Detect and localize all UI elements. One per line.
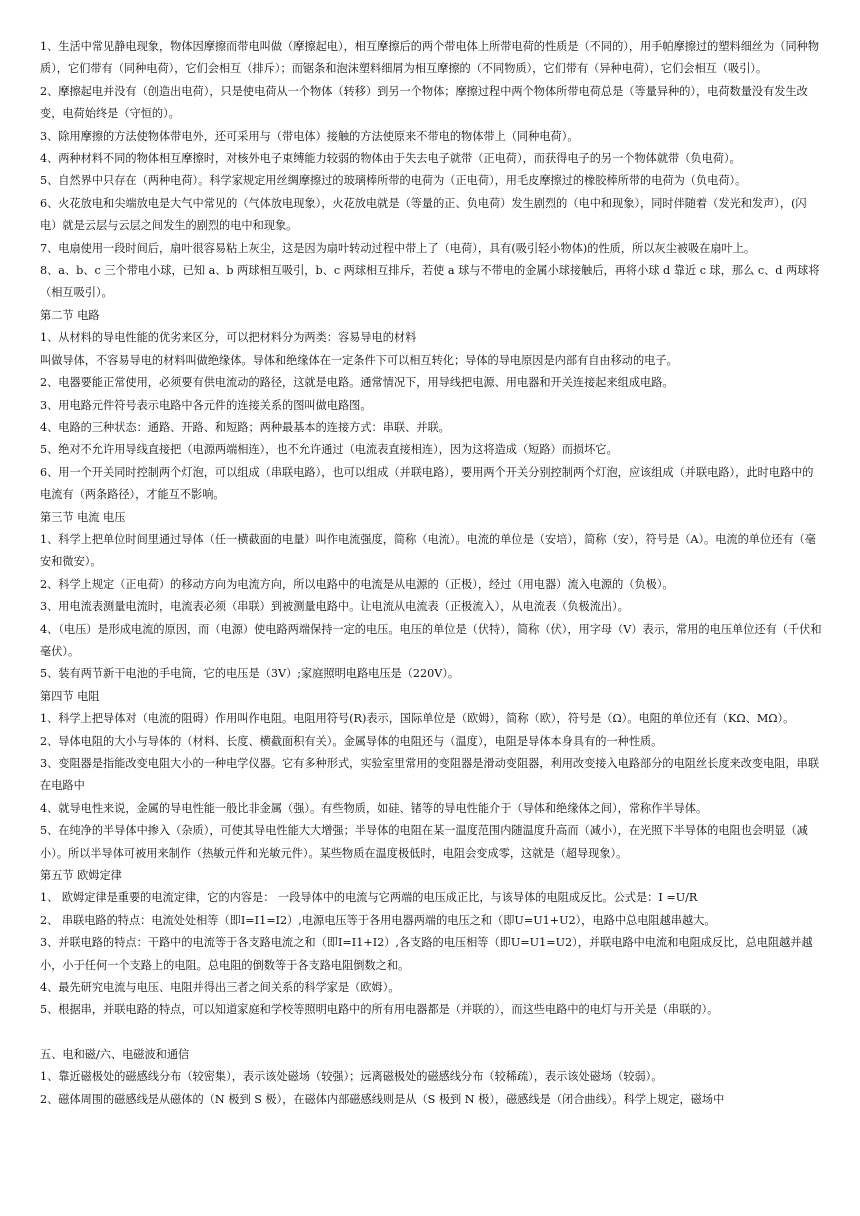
paragraph: 5、装有两节新干电池的手电筒，它的电压是（3V）;家庭照明电路电压是（220V）。	[40, 667, 460, 681]
section-heading: 第二节 电路	[40, 308, 100, 322]
paragraph: 4、就导电性来说，金属的导电性能一般比非金属（强）。有些物质，如硅、锗等的导电性能介于（导体和绝缘体之间），常称作半导体。	[40, 801, 708, 815]
paragraph: 1、 欧姆定律是重要的电流定律，它的内容是： 一段导体中的电流与它两端的电压成正比，与该导体的电阻成反比。公式是：I =U/R	[40, 891, 698, 905]
paragraph: 1、生活中常见静电现象，物体因摩擦而带电叫做（摩擦起电），相互摩擦后的两个带电体上所带电荷的性质是（不同的），用手帕摩擦过的塑料细丝为（同种物质），它们带有（同种电荷），它们会相互（排斥）；而锯条和泡沫塑料细屑为相互摩擦的（不同物质），它们带有（异种电荷），它们会相互（吸引）。	[40, 40, 820, 76]
paragraph: 1、从材料的导电性能的优劣来区分，可以把材料分为两类：容易导电的材料	[40, 331, 417, 345]
paragraph: 3、除用摩擦的方法使物体带电外，还可采用与（带电体）接触的方法使原来不带电的物体带上（同种电荷）。	[40, 129, 579, 143]
paragraph: 2、 串联电路的特点：电流处处相等（即I=I1=I2）,电源电压等于各用电器两端的电压之和（即U=U1+U2），电路中总电阻越串越大。	[40, 913, 716, 927]
paragraph: 6、用一个开关同时控制两个灯泡，可以组成（串联电路），也可以组成（并联电路），要用两个开关分别控制两个灯泡，应该组成（并联电路），此时电路中的电流有（两条路径），才能互不影响。	[40, 465, 814, 502]
paragraph: 3、并联电路的特点：干路中的电流等于各支路电流之和（即I=I1+I2）,各支路的电压相等（即U=U1=U2），并联电路中电流和电阻成反比，总电阻越并越小，小于任何一个支路上的电阻。总电阻的倒数等于各支路电阻倒数之和。	[40, 936, 813, 972]
paragraph: 2、电器要能正常使用，必须要有供电流动的路径，这就是电路。通常情况下，用导线把电源、用电器和开关连接起来组成电路。	[40, 376, 674, 390]
paragraph: 8、a、b、c 三个带电小球，已知 a、b 两球相互吸引，b、c 两球相互排斥，若使 a 球与不带电的金属小球接触后，再将小球 d 靠近 c 球，那么 c、d 两球将（相互吸引）。	[40, 264, 820, 300]
chapter-heading: 五、电和磁/六、电磁波和通信	[40, 1047, 190, 1061]
paragraph: 3、用电流表测量电流时，电流表必须（串联）到被测量电路中。让电流从电流表（正极流入），从电流表（负极流出）。	[40, 600, 629, 614]
paragraph: 4、电路的三种状态：通路、开路、和短路；两种最基本的连接方式：串联、并联。	[40, 420, 450, 434]
blank-line	[40, 1022, 822, 1044]
paragraph: 3、变阻器是指能改变电阻大小的一种电学仪器。它有多种形式，实验室里常用的变阻器是滑动变阻器，利用改变接入电路部分的电阻丝长度来改变电阻，串联在电路中	[40, 757, 820, 793]
paragraph: 4、两种材料不同的物体相互摩擦时，对核外电子束缚能力较弱的物体由于失去电子就带（正电荷），而获得电子的另一个物体就带（负电荷）。	[40, 152, 741, 166]
paragraph: 2、摩擦起电并没有（创造出电荷），只是使电荷从一个物体（转移）到另一个物体；摩擦过程中两个物体所带电荷总是（等量异种的），电荷数量没有发生改变，电荷始终是（守恒的）。	[40, 84, 808, 121]
paragraph: 7、电扇使用一段时间后，扇叶很容易粘上灰尘，这是因为扇叶转动过程中带上了（电荷），具有(吸引轻小物体)的性质，所以灰尘被吸在扇叶上。	[40, 241, 756, 255]
paragraph: 4、最先研究电流与电压、电阻并得出三者之间关系的科学家是（欧姆）。	[40, 981, 400, 995]
paragraph: 2、科学上规定（正电荷）的移动方向为电流方向，所以电路中的电流是从电源的（正极），经过（用电器）流入电源的（负极）。	[40, 577, 674, 591]
paragraph: 6、火花放电和尖端放电是大气中常见的（气体放电现象），火花放电就是（等量的正、负电荷）发生剧烈的（电中和现象），同时伴随着（发光和发声），(闪电）就是云层与云层之间发生的剧烈的电中和现象。	[40, 196, 807, 233]
section-heading: 第四节 电阻	[40, 689, 100, 703]
paragraph: 叫做导体，不容易导电的材料叫做绝缘体。导体和绝缘体在一定条件下可以相互转化；导体的导电原因是内部有自由移动的电子。	[40, 353, 678, 367]
paragraph: 5、在纯净的半导体中掺入（杂质），可使其导电性能大大增强；半导体的电阻在某一温度范围内随温度升高而（减小），在光照下半导体的电阻也会明显（减小）。所以半导体可被用来制作（热敏元件和光敏元件）。某些物质在温度极低时，电阻会变成零，这就是（超导现象）。	[40, 824, 808, 860]
paragraph: 5、自然界中只存在（两种电荷）。科学家规定用丝绸摩擦过的玻璃棒所带的电荷为（正电荷），用毛皮摩擦过的橡胶棒所带的电荷为（负电荷）。	[40, 174, 747, 188]
paragraph: 5、根据串，并联电路的特点，可以知道家庭和学校等照明电路中的所有用电器都是（并联的），而这些电路中的电灯与开关是（串联的）。	[40, 1003, 719, 1017]
paragraph: 1、科学上把单位时间里通过导体（任一横截面的电量）叫作电流强度，简称（电流）。电流的单位是（安培），简称（安），符号是（A）。电流的单位还有（毫安和微安）。	[40, 532, 816, 569]
paragraph: 2、磁体周围的磁感线是从磁体的（N 极到 S 极），在磁体内部磁感线则是从（S 极到 N 极），磁感线是（闭合曲线）。科学上规定，磁场中	[40, 1092, 725, 1106]
section-heading: 第三节 电流 电压	[40, 510, 126, 524]
section-heading: 第五节 欧姆定律	[40, 869, 122, 883]
paragraph: 4、（电压）是形成电流的原因，而（电源）使电路两端保持一定的电压。电压的单位是（伏特），简称（伏），用字母（V）表示，常用的电压单位还有（千伏和毫伏）。	[40, 622, 822, 658]
paragraph: 5、绝对不允许用导线直接把（电源两端相连），也不允许通过（电流表直接相连），因为这将造成（短路）而损坏它。	[40, 443, 618, 457]
paragraph: 3、用电路元件符号表示电路中各元件的连接关系的图叫做电路图。	[40, 398, 372, 412]
paragraph: 1、科学上把导体对（电流的阻碍）作用叫作电阻。电阻用符号(R)表示，国际单位是（欧姆），简称（欧），符号是（Ω）。电阻的单位还有（KΩ、MΩ）。	[40, 712, 795, 726]
paragraph: 1、靠近磁极处的磁感线分布（较密集），表示该处磁场（较强）；远离磁极处的磁感线分布（较稀疏），表示该处磁场（较弱）。	[40, 1070, 663, 1084]
paragraph: 2、导体电阻的大小与导体的（材料、长度、横截面积有关）。金属导体的电阻还与（温度），电阻是导体本身具有的一种性质。	[40, 734, 663, 748]
